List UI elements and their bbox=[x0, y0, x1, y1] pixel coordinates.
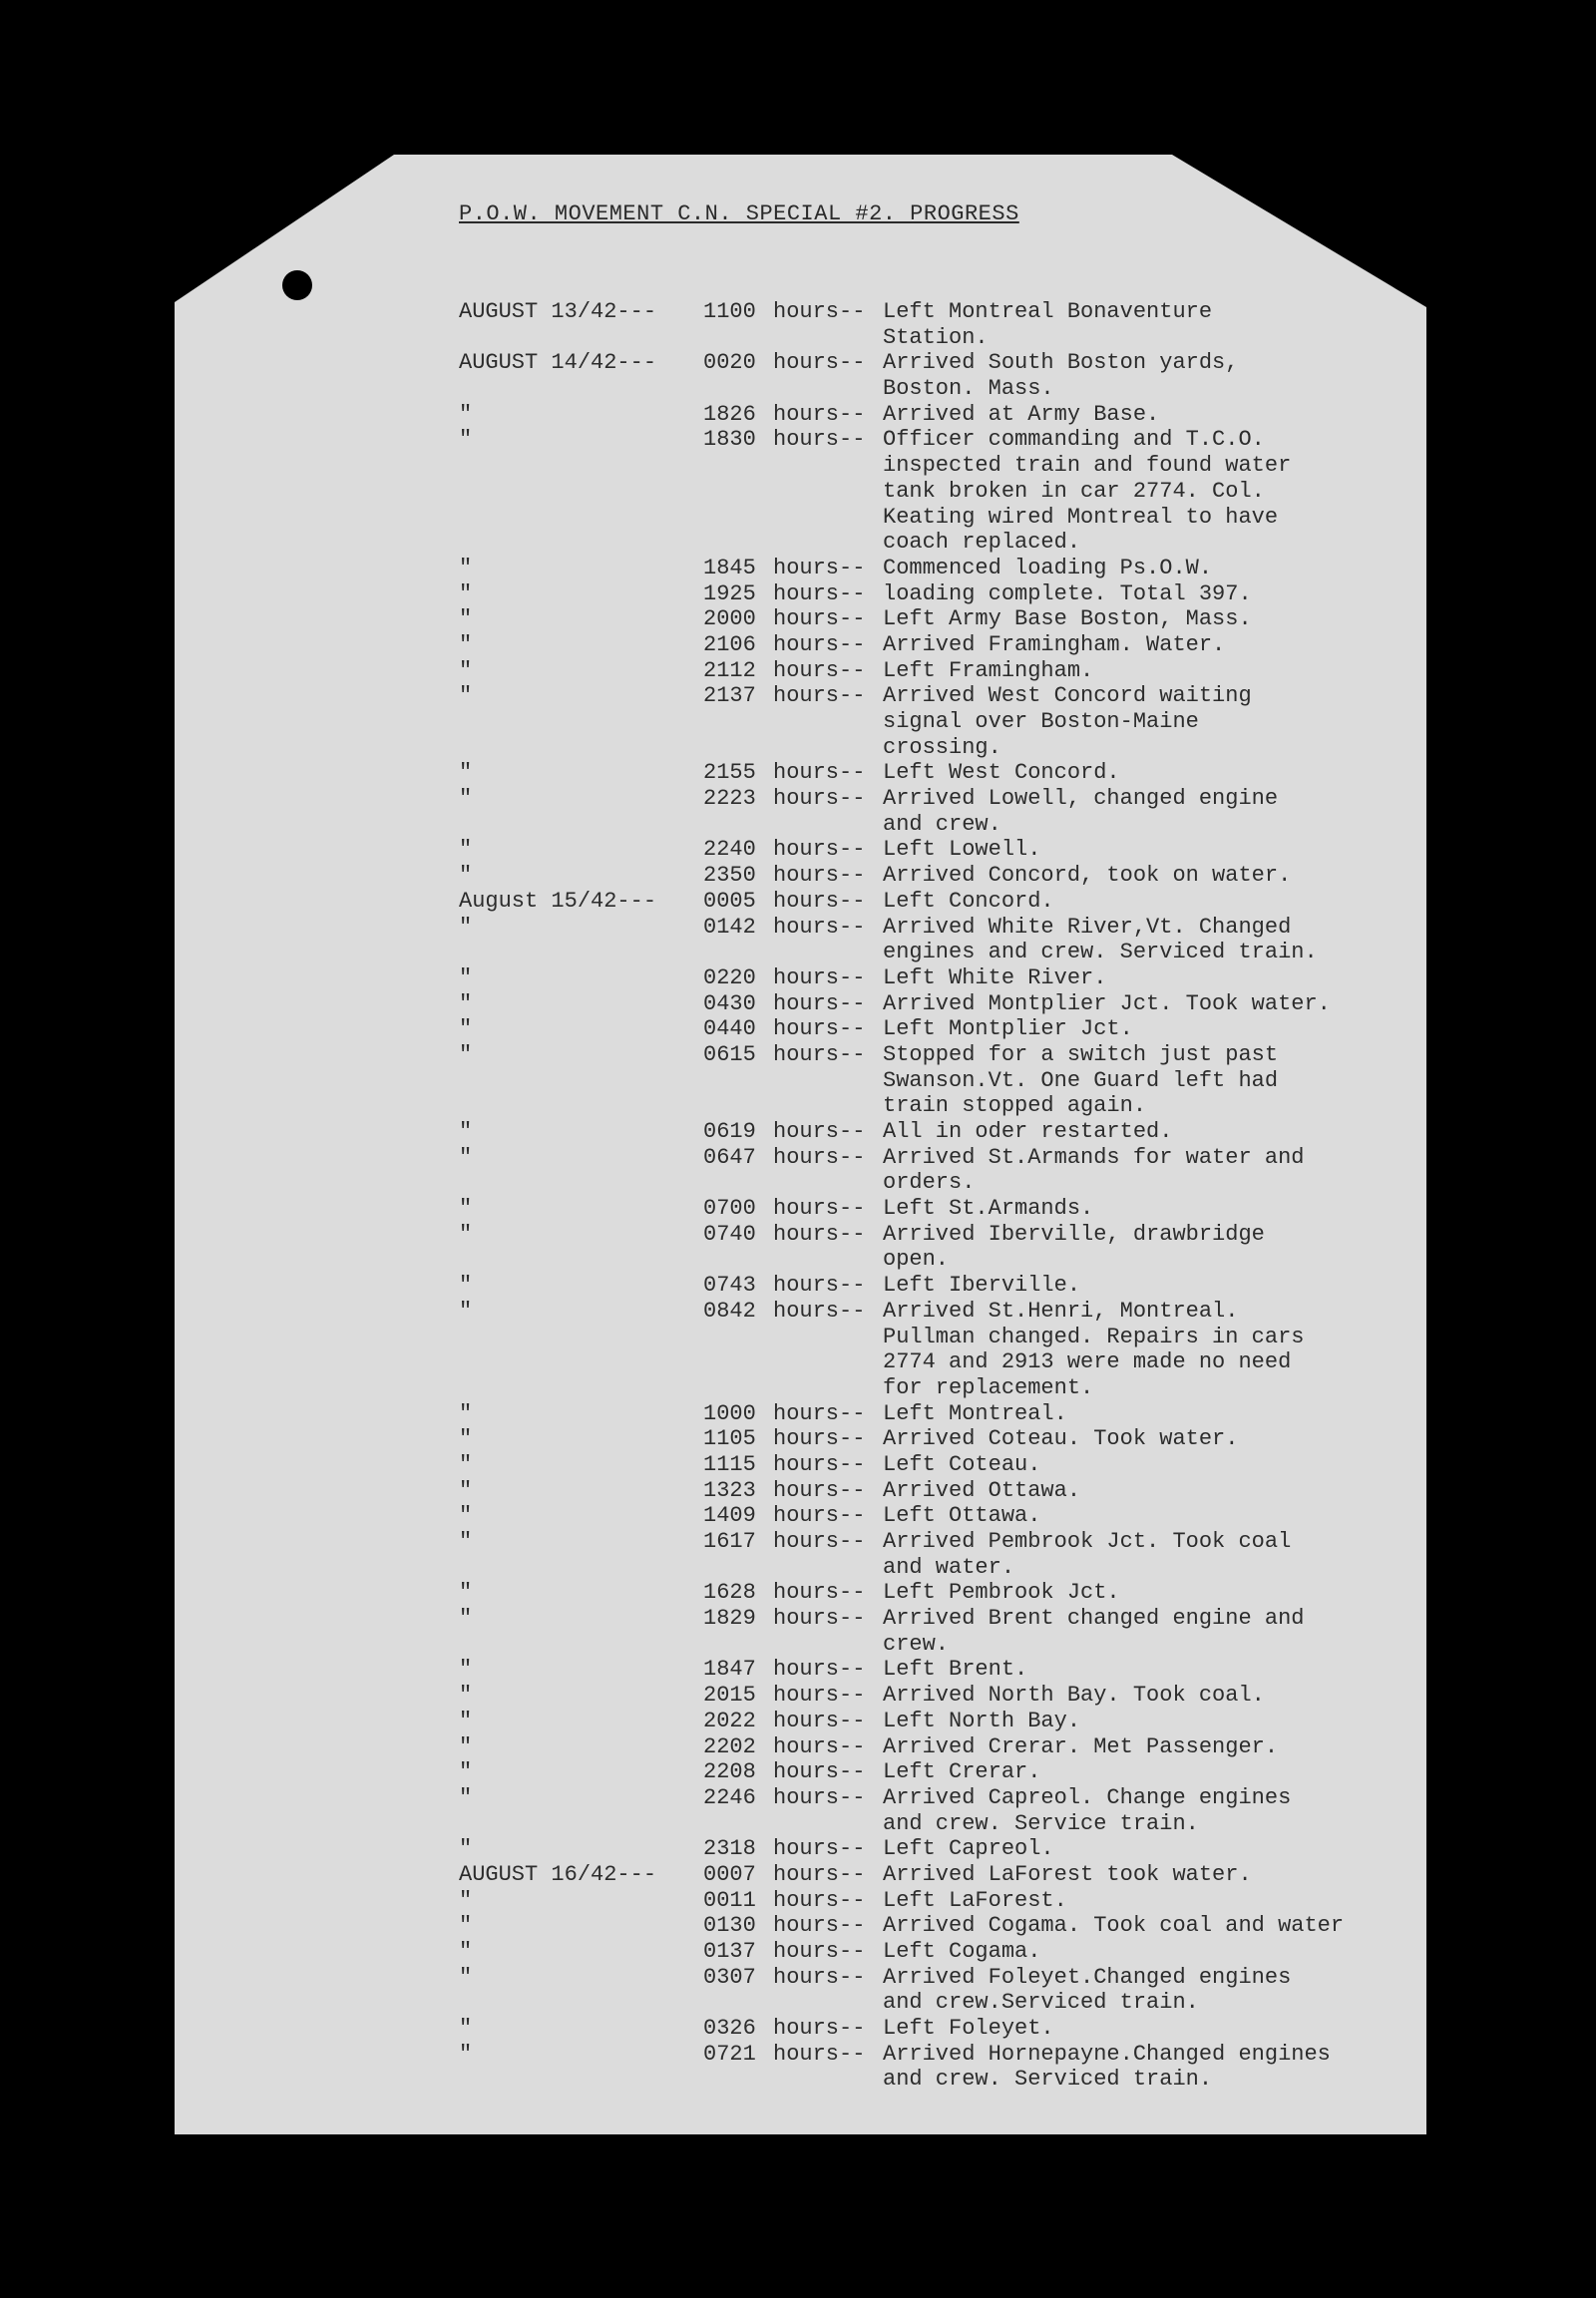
log-entry bbox=[0, 1222, 1596, 1248]
entry-date: " bbox=[459, 427, 473, 453]
entry-separator: hours-- bbox=[773, 1683, 866, 1709]
entry-separator: hours-- bbox=[773, 1503, 866, 1529]
entry-separator: hours-- bbox=[773, 1041, 866, 1067]
entry-time: 0647 bbox=[703, 1144, 756, 1170]
entry-text: signal over Boston-Maine bbox=[883, 709, 1199, 734]
entry-text: Pullman changed. Repairs in cars bbox=[883, 1324, 1305, 1349]
entry-time: 2112 bbox=[703, 657, 756, 683]
entry-time: 0615 bbox=[703, 1041, 756, 1067]
entry-time: 1830 bbox=[703, 427, 756, 453]
log-entry bbox=[0, 760, 1596, 786]
entry-date: " bbox=[459, 1580, 473, 1606]
log-entry bbox=[0, 1990, 1596, 2016]
entry-separator: hours-- bbox=[773, 1580, 866, 1606]
log-entry bbox=[0, 1836, 1596, 1862]
entry-date: " bbox=[459, 657, 473, 683]
entry-text: Arrived South Boston yards, bbox=[883, 350, 1239, 376]
log-entry bbox=[0, 505, 1596, 531]
entry-date: " bbox=[459, 786, 473, 812]
entry-time: 2223 bbox=[703, 786, 756, 812]
log-entry bbox=[0, 940, 1596, 965]
entry-date: " bbox=[459, 990, 473, 1016]
entry-time: 1409 bbox=[703, 1503, 756, 1529]
entry-time: 0326 bbox=[703, 2016, 756, 2042]
log-entry bbox=[0, 1452, 1596, 1478]
entry-separator: hours-- bbox=[773, 1733, 866, 1759]
entry-text: Arrived Lowell, changed engine bbox=[883, 786, 1279, 812]
entry-date: " bbox=[459, 1887, 473, 1913]
entry-text: Left Cogama. bbox=[883, 1939, 1041, 1964]
entry-text: Left Lowell. bbox=[883, 837, 1041, 863]
entry-separator: hours-- bbox=[773, 683, 866, 709]
entry-text: Left North Bay. bbox=[883, 1708, 1081, 1733]
entry-date: " bbox=[459, 1451, 473, 1477]
movement-log bbox=[0, 299, 1596, 2093]
entry-text: open. bbox=[883, 1247, 950, 1273]
entry-text: Arrived Ottawa. bbox=[883, 1477, 1081, 1503]
log-entry bbox=[0, 1299, 1596, 1325]
log-entry bbox=[0, 402, 1596, 428]
log-entry bbox=[0, 1632, 1596, 1658]
entry-separator: hours-- bbox=[773, 1426, 866, 1452]
log-entry bbox=[0, 350, 1596, 376]
log-entry bbox=[0, 1145, 1596, 1171]
entry-separator: hours-- bbox=[773, 299, 866, 324]
log-entry bbox=[0, 606, 1596, 632]
entry-separator: hours-- bbox=[773, 1913, 866, 1939]
entry-time: 2106 bbox=[703, 631, 756, 657]
log-entry bbox=[0, 683, 1596, 709]
entry-text: Station. bbox=[883, 324, 989, 350]
entry-text: Stopped for a switch just past bbox=[883, 1041, 1279, 1067]
entry-text: Left White River. bbox=[883, 964, 1107, 990]
log-entry bbox=[0, 556, 1596, 581]
log-entry bbox=[0, 1247, 1596, 1273]
log-entry bbox=[0, 1068, 1596, 1094]
entry-date: " bbox=[459, 1041, 473, 1067]
entry-date: " bbox=[459, 1119, 473, 1144]
log-entry bbox=[0, 1042, 1596, 1068]
log-entry bbox=[0, 1529, 1596, 1555]
entry-text: Arrived Hornepayne.Changed engines bbox=[883, 2041, 1331, 2067]
entry-time: 2246 bbox=[703, 1784, 756, 1810]
entry-date: AUGUST 14/42--- bbox=[459, 350, 657, 376]
log-entry bbox=[0, 1503, 1596, 1529]
entry-text: Left Montplier Jct. bbox=[883, 1016, 1133, 1042]
log-entry bbox=[0, 1349, 1596, 1375]
entry-text: loading complete. Total 397. bbox=[883, 580, 1252, 606]
entry-date: " bbox=[459, 631, 473, 657]
entry-date: " bbox=[459, 863, 473, 889]
entry-text: All in oder restarted. bbox=[883, 1119, 1173, 1144]
entry-text: orders. bbox=[883, 1170, 976, 1196]
entry-text: Left Concord. bbox=[883, 888, 1054, 914]
log-entry bbox=[0, 1606, 1596, 1632]
log-entry bbox=[0, 1811, 1596, 1837]
entry-text: and crew.Serviced train. bbox=[883, 1990, 1199, 2016]
log-entry bbox=[0, 889, 1596, 915]
entry-text: Arrived Iberville, drawbridge bbox=[883, 1221, 1265, 1247]
entry-text: Left Ottawa. bbox=[883, 1503, 1041, 1529]
entry-time: 1100 bbox=[703, 299, 756, 324]
entry-time: 1628 bbox=[703, 1580, 756, 1606]
log-entry bbox=[0, 1683, 1596, 1709]
entry-time: 0137 bbox=[703, 1939, 756, 1964]
log-entry bbox=[0, 325, 1596, 351]
entry-time: 2350 bbox=[703, 863, 756, 889]
entry-time: 1105 bbox=[703, 1426, 756, 1452]
entry-text: Boston. Mass. bbox=[883, 376, 1054, 402]
entry-date: " bbox=[459, 1759, 473, 1785]
entry-separator: hours-- bbox=[773, 606, 866, 632]
entry-text: Arrived St.Armands for water and bbox=[883, 1144, 1305, 1170]
log-entry bbox=[0, 581, 1596, 607]
entry-text: coach replaced. bbox=[883, 530, 1081, 556]
log-entry bbox=[0, 1325, 1596, 1350]
entry-text: Arrived at Army Base. bbox=[883, 401, 1160, 427]
entry-separator: hours-- bbox=[773, 350, 866, 376]
entry-text: Left LaForest. bbox=[883, 1887, 1067, 1913]
log-entry bbox=[0, 453, 1596, 479]
entry-date: " bbox=[459, 1708, 473, 1733]
log-entry bbox=[0, 1657, 1596, 1683]
entry-text: Officer commanding and T.C.O. bbox=[883, 427, 1265, 453]
entry-date: " bbox=[459, 1503, 473, 1529]
log-entry bbox=[0, 1016, 1596, 1042]
entry-date: " bbox=[459, 1657, 473, 1683]
entry-time: 2015 bbox=[703, 1683, 756, 1709]
entry-separator: hours-- bbox=[773, 1221, 866, 1247]
entry-separator: hours-- bbox=[773, 914, 866, 940]
log-entry bbox=[0, 1580, 1596, 1606]
entry-time: 1323 bbox=[703, 1477, 756, 1503]
log-entry bbox=[0, 1888, 1596, 1914]
log-entry bbox=[0, 1785, 1596, 1811]
entry-time: 2000 bbox=[703, 606, 756, 632]
log-entry bbox=[0, 1196, 1596, 1222]
log-entry bbox=[0, 1170, 1596, 1196]
log-entry bbox=[0, 2067, 1596, 2093]
entry-text: Arrived White River,Vt. Changed bbox=[883, 914, 1292, 940]
entry-time: 0007 bbox=[703, 1861, 756, 1887]
entry-separator: hours-- bbox=[773, 1759, 866, 1785]
log-entry bbox=[0, 1273, 1596, 1299]
entry-time: 0020 bbox=[703, 350, 756, 376]
entry-separator: hours-- bbox=[773, 837, 866, 863]
entry-date: " bbox=[459, 683, 473, 709]
entry-time: 2155 bbox=[703, 760, 756, 786]
log-entry bbox=[0, 427, 1596, 453]
entry-separator: hours-- bbox=[773, 1144, 866, 1170]
entry-date: " bbox=[459, 1221, 473, 1247]
document-title: P.O.W. MOVEMENT C.N. SPECIAL #2. PROGRESS bbox=[459, 201, 1019, 226]
entry-text: train stopped again. bbox=[883, 1093, 1147, 1119]
entry-text: Left Iberville. bbox=[883, 1273, 1081, 1299]
entry-separator: hours-- bbox=[773, 580, 866, 606]
entry-date: " bbox=[459, 1529, 473, 1554]
entry-text: Arrived Coteau. Took water. bbox=[883, 1426, 1239, 1452]
log-entry bbox=[0, 2042, 1596, 2068]
entry-separator: hours-- bbox=[773, 1196, 866, 1222]
entry-text: Left Coteau. bbox=[883, 1451, 1041, 1477]
entry-time: 0842 bbox=[703, 1298, 756, 1324]
entry-separator: hours-- bbox=[773, 1451, 866, 1477]
entry-date: " bbox=[459, 1964, 473, 1990]
entry-time: 2318 bbox=[703, 1836, 756, 1862]
entry-date: " bbox=[459, 2016, 473, 2042]
entry-separator: hours-- bbox=[773, 888, 866, 914]
entry-time: 1925 bbox=[703, 580, 756, 606]
log-entry bbox=[0, 863, 1596, 889]
log-entry bbox=[0, 479, 1596, 505]
entry-separator: hours-- bbox=[773, 1887, 866, 1913]
entry-time: 0743 bbox=[703, 1273, 756, 1299]
entry-separator: hours-- bbox=[773, 1784, 866, 1810]
entry-text: Arrived St.Henri, Montreal. bbox=[883, 1298, 1239, 1324]
entry-date: " bbox=[459, 580, 473, 606]
entry-text: Left Framingham. bbox=[883, 657, 1094, 683]
log-entry bbox=[0, 991, 1596, 1017]
entry-text: and crew. Service train. bbox=[883, 1810, 1199, 1836]
entry-text: Arrived Framingham. Water. bbox=[883, 631, 1226, 657]
entry-text: 2774 and 2913 were made no need bbox=[883, 1349, 1292, 1375]
entry-separator: hours-- bbox=[773, 964, 866, 990]
entry-date: " bbox=[459, 1273, 473, 1299]
log-entry bbox=[0, 632, 1596, 658]
entry-text: Commenced loading Ps.O.W. bbox=[883, 555, 1213, 580]
entry-text: Left Army Base Boston, Mass. bbox=[883, 606, 1252, 632]
entry-separator: hours-- bbox=[773, 1298, 866, 1324]
log-entry bbox=[0, 1862, 1596, 1888]
entry-time: 0740 bbox=[703, 1221, 756, 1247]
entry-time: 0619 bbox=[703, 1119, 756, 1144]
entry-time: 1000 bbox=[703, 1400, 756, 1426]
entry-time: 2137 bbox=[703, 683, 756, 709]
entry-text: Arrived Concord, took on water. bbox=[883, 863, 1292, 889]
entry-time: 0142 bbox=[703, 914, 756, 940]
entry-date: " bbox=[459, 1784, 473, 1810]
log-entry bbox=[0, 376, 1596, 402]
log-entry bbox=[0, 1478, 1596, 1504]
entry-date: AUGUST 16/42--- bbox=[459, 1861, 657, 1887]
entry-text: Left St.Armands. bbox=[883, 1196, 1094, 1222]
entry-time: 1829 bbox=[703, 1606, 756, 1632]
log-entry bbox=[0, 1555, 1596, 1581]
entry-time: 1845 bbox=[703, 555, 756, 580]
entry-separator: hours-- bbox=[773, 2016, 866, 2042]
entry-text: and crew. Serviced train. bbox=[883, 2067, 1213, 2093]
entry-text: inspected train and found water bbox=[883, 453, 1292, 479]
entry-separator: hours-- bbox=[773, 2041, 866, 2067]
entry-date: " bbox=[459, 1016, 473, 1042]
log-entry bbox=[0, 1913, 1596, 1939]
entry-separator: hours-- bbox=[773, 1016, 866, 1042]
log-entry bbox=[0, 812, 1596, 838]
entry-date: " bbox=[459, 1733, 473, 1759]
log-entry bbox=[0, 658, 1596, 684]
entry-separator: hours-- bbox=[773, 1657, 866, 1683]
log-entry bbox=[0, 735, 1596, 761]
entry-date: " bbox=[459, 1298, 473, 1324]
entry-text: Arrived Crerar. Met Passenger. bbox=[883, 1733, 1279, 1759]
entry-separator: hours-- bbox=[773, 1529, 866, 1554]
entry-separator: hours-- bbox=[773, 1708, 866, 1733]
entry-separator: hours-- bbox=[773, 1273, 866, 1299]
log-entry bbox=[0, 837, 1596, 863]
entry-date: " bbox=[459, 1836, 473, 1862]
entry-separator: hours-- bbox=[773, 555, 866, 580]
entry-text: Arrived Cogama. Took coal and water bbox=[883, 1913, 1345, 1939]
entry-text: Left Montreal Bonaventure bbox=[883, 299, 1213, 324]
entry-text: and crew. bbox=[883, 811, 1001, 837]
log-entry bbox=[0, 1759, 1596, 1785]
log-entry bbox=[0, 1426, 1596, 1452]
entry-text: Arrived Pembrook Jct. Took coal bbox=[883, 1529, 1292, 1554]
entry-text: Left Montreal. bbox=[883, 1400, 1067, 1426]
entry-separator: hours-- bbox=[773, 1606, 866, 1632]
entry-time: 1847 bbox=[703, 1657, 756, 1683]
entry-date: " bbox=[459, 1939, 473, 1964]
entry-date: " bbox=[459, 1606, 473, 1632]
log-entry bbox=[0, 2016, 1596, 2042]
entry-time: 2240 bbox=[703, 837, 756, 863]
log-entry bbox=[0, 1093, 1596, 1119]
entry-date: " bbox=[459, 2041, 473, 2067]
entry-separator: hours-- bbox=[773, 401, 866, 427]
log-entry bbox=[0, 786, 1596, 812]
entry-text: Keating wired Montreal to have bbox=[883, 504, 1279, 530]
entry-separator: hours-- bbox=[773, 1939, 866, 1964]
log-entry bbox=[0, 1709, 1596, 1734]
entry-text: Left Crerar. bbox=[883, 1759, 1041, 1785]
entry-date: " bbox=[459, 760, 473, 786]
entry-date: " bbox=[459, 837, 473, 863]
entry-time: 1826 bbox=[703, 401, 756, 427]
entry-date: " bbox=[459, 914, 473, 940]
log-entry bbox=[0, 1734, 1596, 1760]
entry-separator: hours-- bbox=[773, 1400, 866, 1426]
entry-text: Arrived West Concord waiting bbox=[883, 683, 1252, 709]
entry-text: Arrived Capreol. Change engines bbox=[883, 1784, 1292, 1810]
log-entry bbox=[0, 915, 1596, 941]
entry-text: Left Capreol. bbox=[883, 1836, 1054, 1862]
entry-date: AUGUST 13/42--- bbox=[459, 299, 657, 324]
log-entry bbox=[0, 965, 1596, 991]
entry-separator: hours-- bbox=[773, 786, 866, 812]
log-entry bbox=[0, 1401, 1596, 1427]
entry-text: crossing. bbox=[883, 734, 1001, 760]
log-entry bbox=[0, 530, 1596, 556]
entry-time: 2022 bbox=[703, 1708, 756, 1733]
entry-separator: hours-- bbox=[773, 1477, 866, 1503]
log-entry bbox=[0, 709, 1596, 735]
log-entry bbox=[0, 1119, 1596, 1145]
entry-time: 0130 bbox=[703, 1913, 756, 1939]
entry-text: Arrived Brent changed engine and bbox=[883, 1606, 1305, 1632]
entry-text: Arrived LaForest took water. bbox=[883, 1861, 1252, 1887]
entry-time: 0011 bbox=[703, 1887, 756, 1913]
log-entry bbox=[0, 1965, 1596, 1991]
entry-date: " bbox=[459, 1196, 473, 1222]
entry-separator: hours-- bbox=[773, 760, 866, 786]
entry-text: Swanson.Vt. One Guard left had bbox=[883, 1067, 1279, 1093]
entry-separator: hours-- bbox=[773, 427, 866, 453]
log-entry bbox=[0, 299, 1596, 325]
entry-separator: hours-- bbox=[773, 990, 866, 1016]
entry-separator: hours-- bbox=[773, 631, 866, 657]
entry-date: " bbox=[459, 1913, 473, 1939]
entry-date: " bbox=[459, 964, 473, 990]
entry-separator: hours-- bbox=[773, 863, 866, 889]
entry-date: " bbox=[459, 1683, 473, 1709]
entry-date: " bbox=[459, 1144, 473, 1170]
entry-time: 0721 bbox=[703, 2041, 756, 2067]
entry-text: Left Foleyet. bbox=[883, 2016, 1054, 2042]
entry-text: Left Pembrook Jct. bbox=[883, 1580, 1120, 1606]
entry-date: " bbox=[459, 401, 473, 427]
entry-date: " bbox=[459, 555, 473, 580]
entry-text: Left Brent. bbox=[883, 1657, 1028, 1683]
entry-time: 1115 bbox=[703, 1451, 756, 1477]
entry-date: " bbox=[459, 1426, 473, 1452]
entry-time: 0440 bbox=[703, 1016, 756, 1042]
entry-time: 0005 bbox=[703, 888, 756, 914]
entry-time: 2202 bbox=[703, 1733, 756, 1759]
entry-date: August 15/42--- bbox=[459, 888, 657, 914]
entry-text: for replacement. bbox=[883, 1374, 1094, 1400]
entry-separator: hours-- bbox=[773, 1861, 866, 1887]
entry-text: crew. bbox=[883, 1631, 950, 1657]
entry-time: 1617 bbox=[703, 1529, 756, 1554]
entry-separator: hours-- bbox=[773, 1964, 866, 1990]
entry-time: 0220 bbox=[703, 964, 756, 990]
entry-text: tank broken in car 2774. Col. bbox=[883, 478, 1265, 504]
entry-text: Arrived North Bay. Took coal. bbox=[883, 1683, 1265, 1709]
entry-text: and water. bbox=[883, 1554, 1015, 1580]
entry-text: Arrived Foleyet.Changed engines bbox=[883, 1964, 1292, 1990]
log-entry bbox=[0, 1939, 1596, 1965]
entry-time: 0307 bbox=[703, 1964, 756, 1990]
entry-separator: hours-- bbox=[773, 657, 866, 683]
entry-date: " bbox=[459, 1477, 473, 1503]
entry-text: engines and crew. Serviced train. bbox=[883, 940, 1318, 965]
entry-date: " bbox=[459, 1400, 473, 1426]
entry-text: Arrived Montplier Jct. Took water. bbox=[883, 990, 1331, 1016]
log-entry bbox=[0, 1375, 1596, 1401]
entry-time: 0700 bbox=[703, 1196, 756, 1222]
entry-time: 0430 bbox=[703, 990, 756, 1016]
entry-text: Left West Concord. bbox=[883, 760, 1120, 786]
entry-time: 2208 bbox=[703, 1759, 756, 1785]
punch-hole bbox=[282, 270, 312, 300]
entry-separator: hours-- bbox=[773, 1119, 866, 1144]
entry-separator: hours-- bbox=[773, 1836, 866, 1862]
entry-date: " bbox=[459, 606, 473, 632]
